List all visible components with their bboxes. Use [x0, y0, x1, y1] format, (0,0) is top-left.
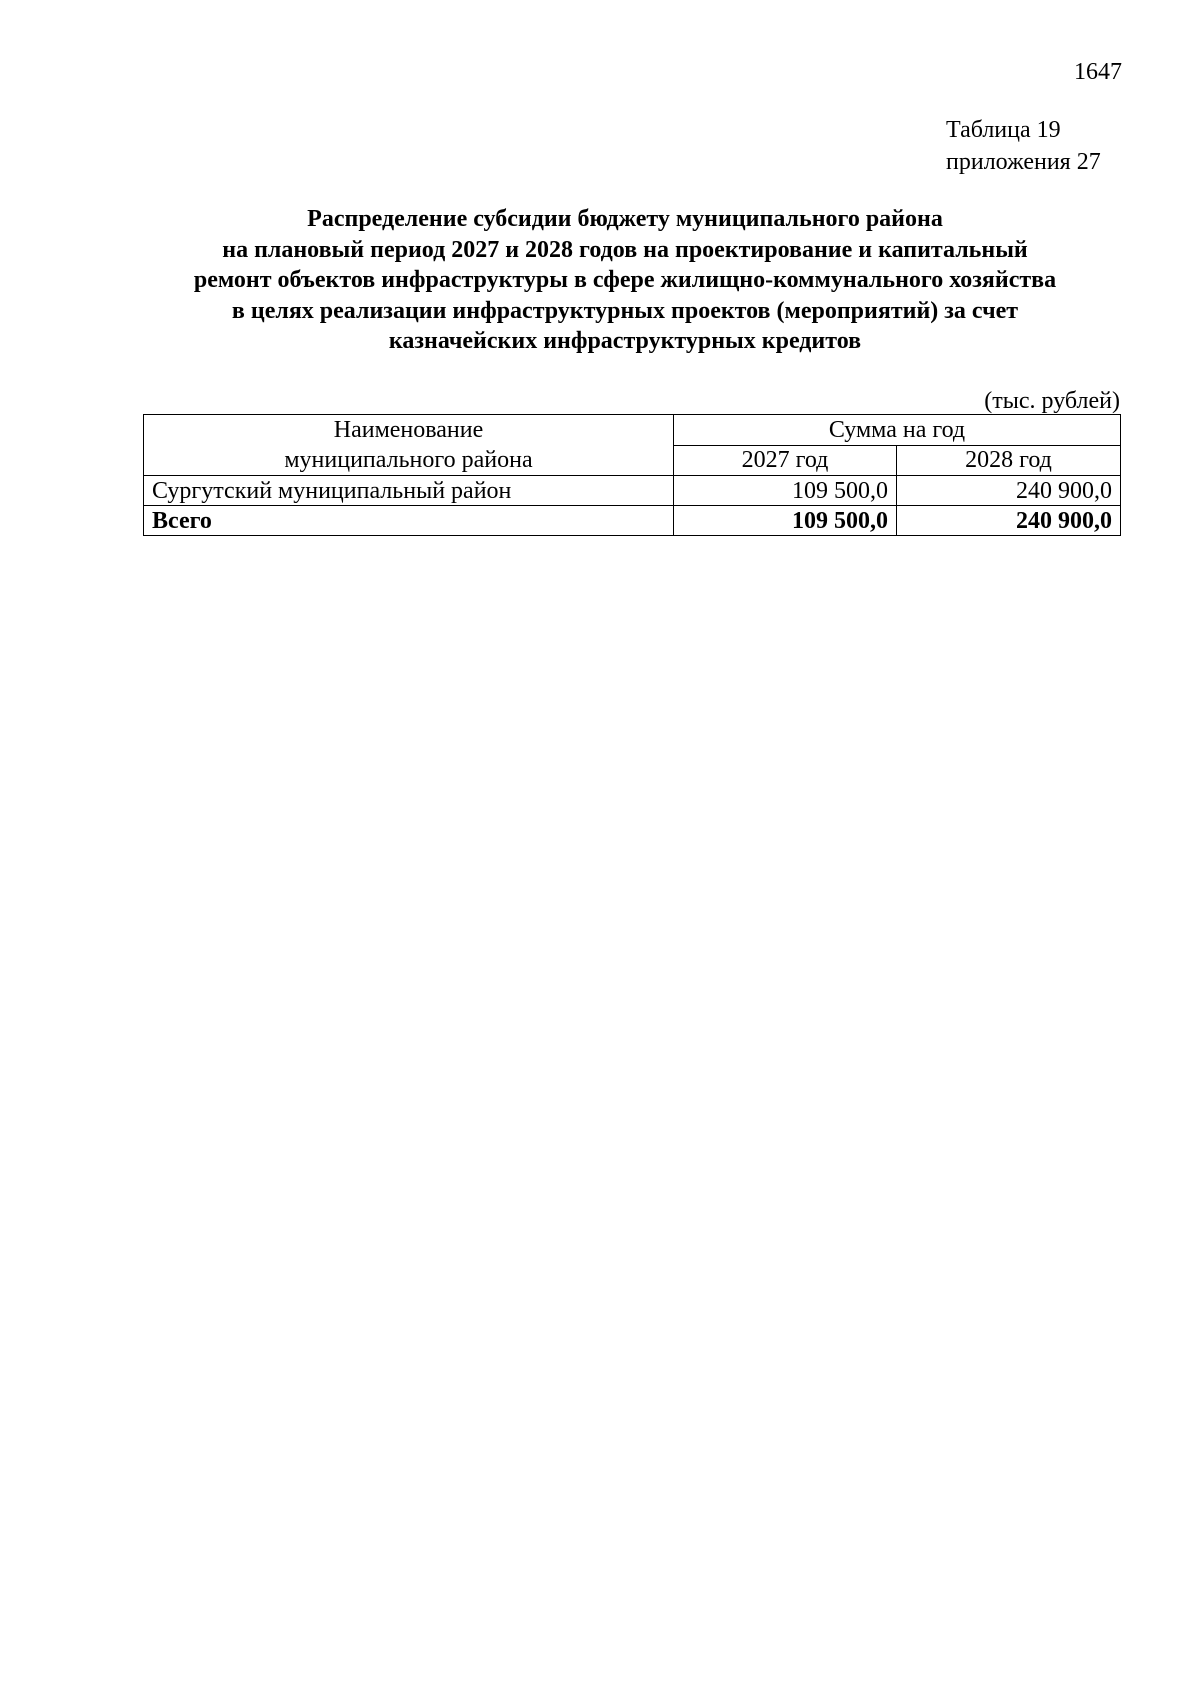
- header-municipality-name: [144, 415, 674, 476]
- subsidy-table: [143, 414, 1121, 536]
- total-value-2028: 240 900,0: [897, 506, 1121, 536]
- title-line1: Распределение субсидии бюджету муниципального района: [307, 206, 943, 232]
- table-total-row: [144, 506, 1121, 536]
- table-reference-line1: Таблица 19: [946, 117, 1061, 143]
- table-header-row: [144, 415, 1121, 446]
- header-year-2028: 2028 год: [897, 445, 1121, 476]
- header-year-2027: 2027 год: [674, 445, 897, 476]
- page-number: 1647: [1074, 59, 1122, 85]
- units-label: (тыс. рублей): [984, 388, 1120, 414]
- title-line3: ремонт объектов инфраструктуры в сфере жилищно-коммунального хозяйства: [193, 267, 1057, 293]
- document-title: [130, 204, 1120, 357]
- row-value-2027: 109 500,0: [674, 476, 897, 506]
- table-row: [144, 476, 1121, 506]
- row-municipality-name: Сургутский муниципальный район: [144, 476, 674, 506]
- title-line5: казначейских инфраструктурных кредитов: [388, 328, 862, 354]
- header-sum-per-year: Сумма на год: [674, 415, 1121, 446]
- header-name-line2: муниципального района: [284, 447, 533, 473]
- table-reference: [946, 114, 1101, 178]
- title-line4: в целях реализации инфраструктурных проектов (мероприятий) за счет: [231, 297, 1019, 324]
- title-line2: на плановый период 2027 и 2028 годов на проектирование и капитальный: [222, 236, 1028, 263]
- total-label: Всего: [144, 506, 674, 536]
- table-reference-line2: приложения 27: [946, 149, 1101, 175]
- row-value-2028: 240 900,0: [897, 476, 1121, 506]
- header-name-line1: Наименование: [333, 417, 484, 443]
- total-value-2027: 109 500,0: [674, 506, 897, 536]
